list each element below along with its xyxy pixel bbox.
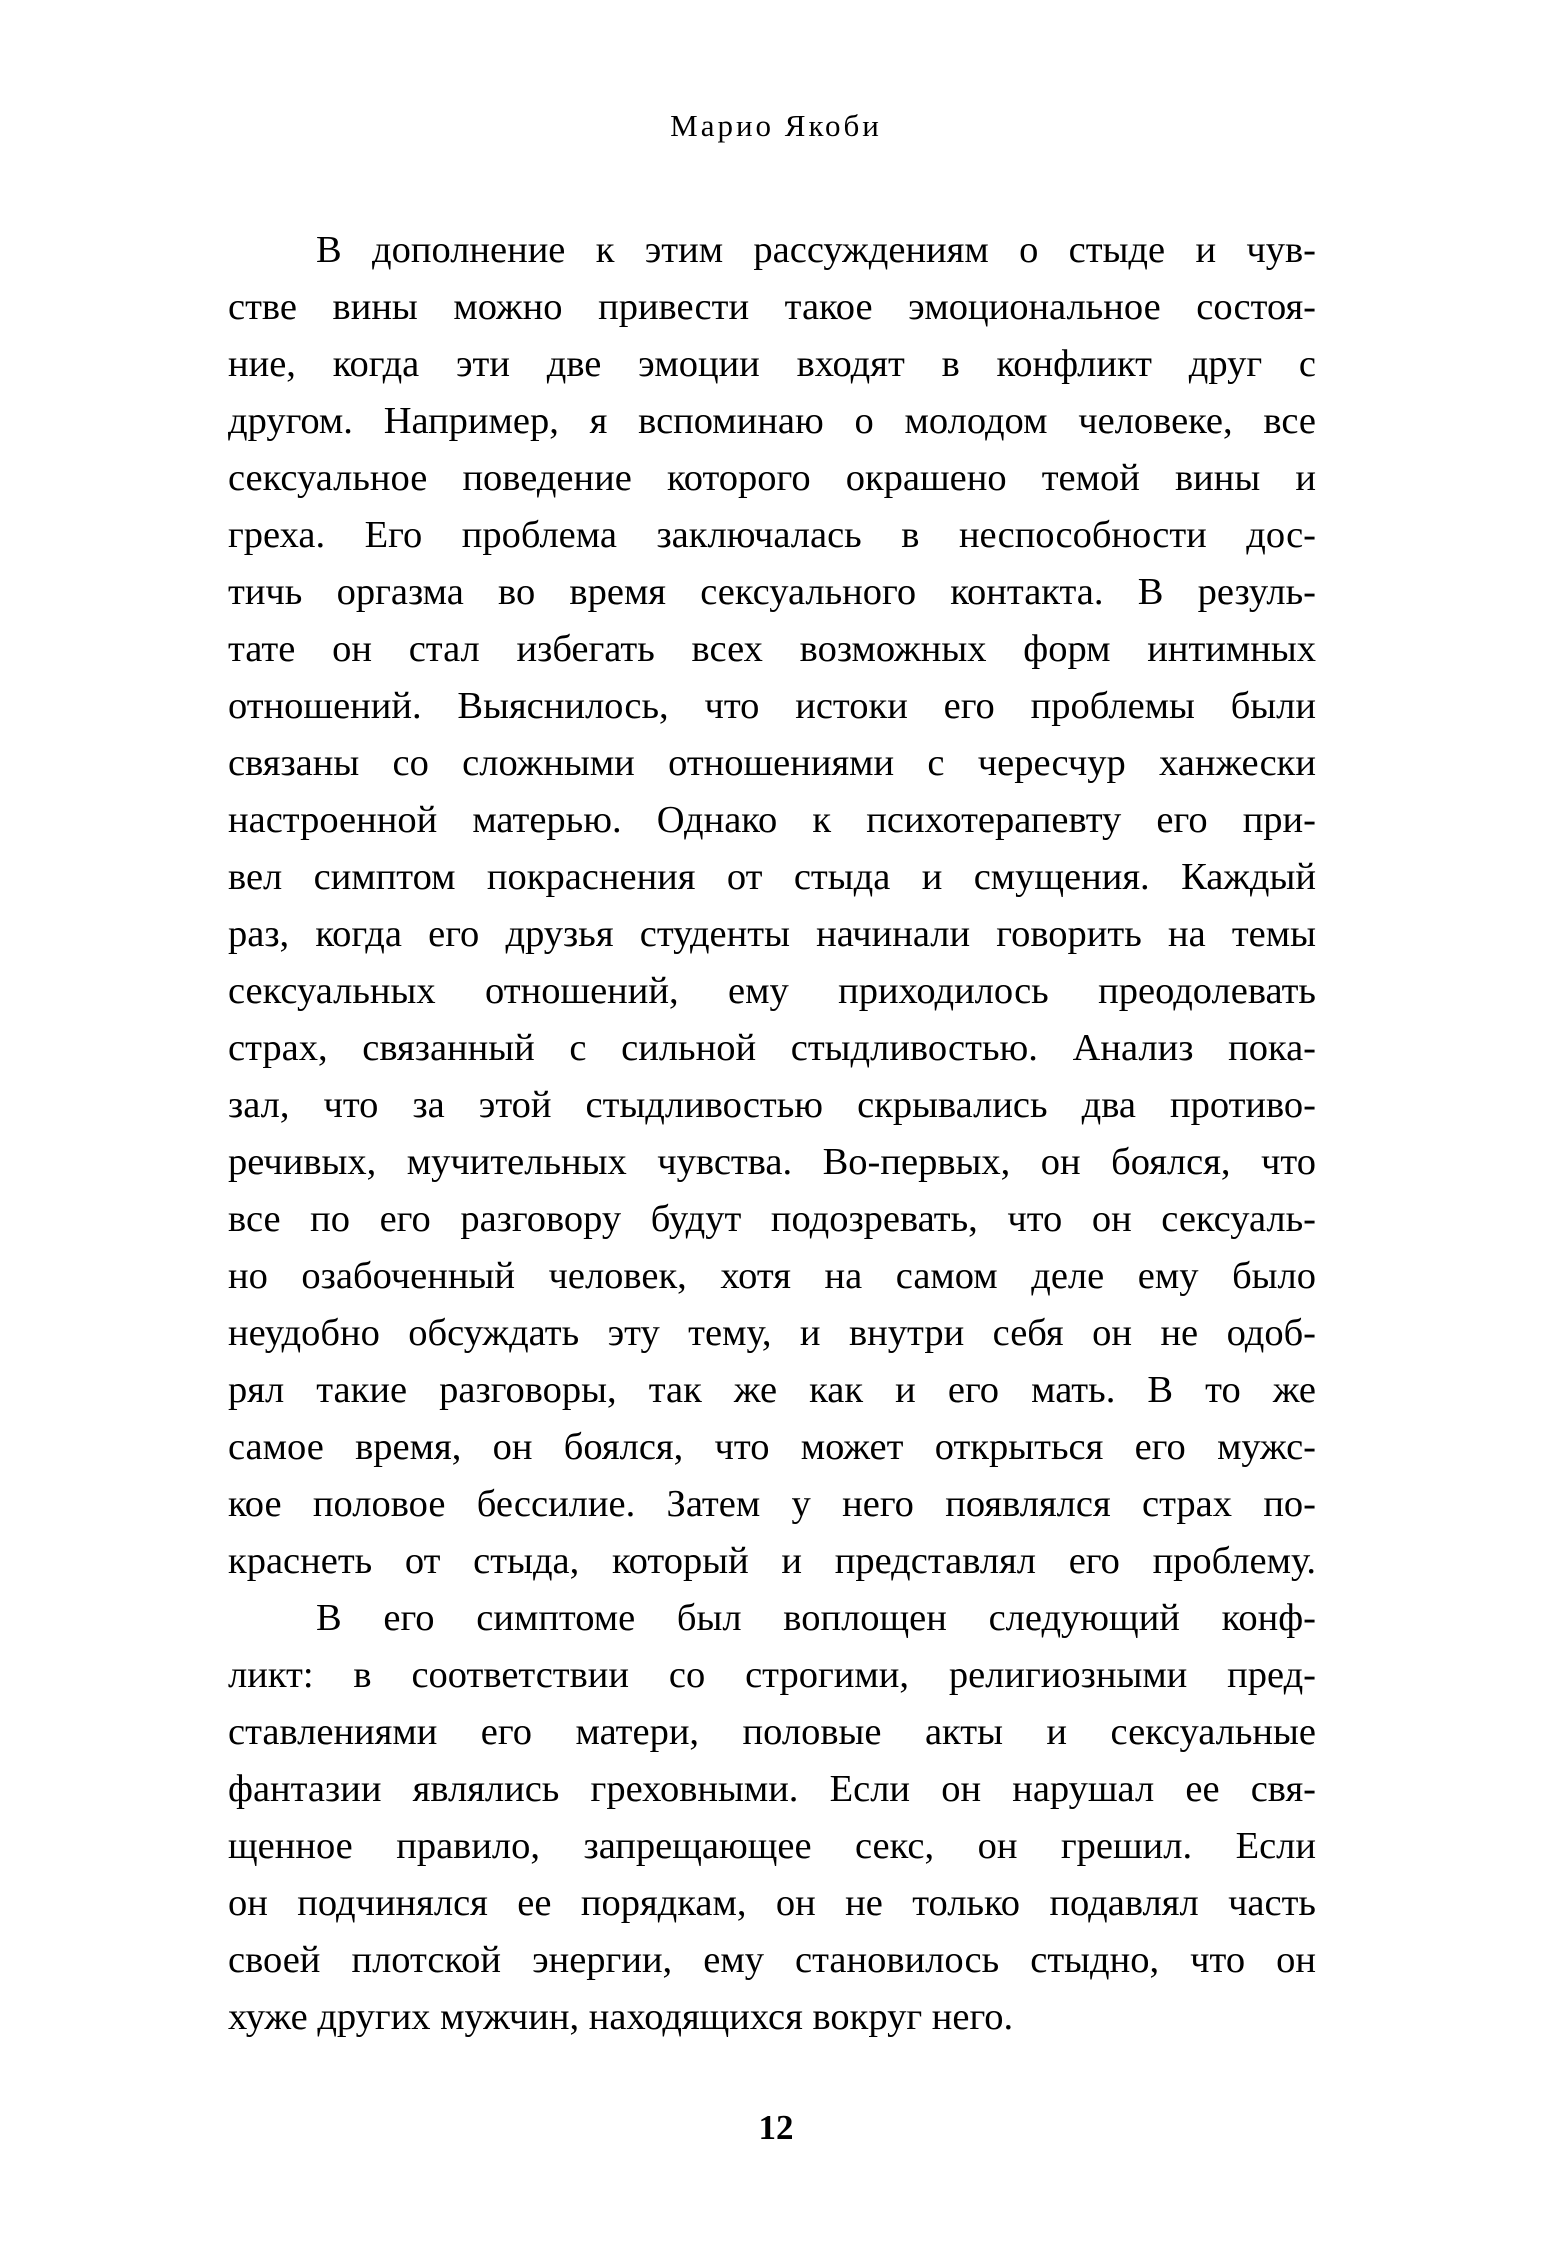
- text-line: В его симптоме был воплощен следующий конф-: [316, 1597, 1316, 1639]
- body-text: [228, 222, 1316, 2046]
- text-line: рял такие разговоры, так же как и его мать. В то же: [228, 1369, 1316, 1411]
- text-line: страх, связанный с сильной стыдливостью. Анализ пока-: [228, 1027, 1316, 1069]
- text-line: В дополнение к этим рассуждениям о стыде и чув-: [316, 229, 1316, 271]
- text-line: вел симптом покраснения от стыда и смущения. Каждый: [228, 856, 1316, 898]
- text-line: другом. Например, я вспоминаю о молодом человеке, все: [228, 400, 1316, 442]
- text-line: ставлениями его матери, половые акты и сексуальные: [228, 1711, 1316, 1753]
- text-line: стве вины можно привести такое эмоциональное состоя-: [228, 286, 1316, 328]
- running-header: Марио Якоби: [670, 108, 882, 143]
- paragraph-2: [228, 1590, 1316, 2046]
- text-line: все по его разговору будут подозревать, что он сексуаль-: [228, 1198, 1316, 1240]
- text-line: он подчинялся ее порядкам, он не только подавлял часть: [228, 1882, 1316, 1924]
- text-line: сексуальное поведение которого окрашено темой вины и: [228, 457, 1316, 499]
- text-line: сексуальных отношений, ему приходилось преодолевать: [228, 970, 1316, 1012]
- text-line: кое половое бессилие. Затем у него появлялся страх по-: [228, 1483, 1316, 1525]
- text-line: хуже других мужчин, находящихся вокруг него.: [228, 1996, 1014, 2038]
- text-line: краснеть от стыда, который и представлял его проблему.: [228, 1540, 1316, 1582]
- text-line: неудобно обсуждать эту тему, и внутри себя он не одоб-: [228, 1312, 1316, 1354]
- text-line: самое время, он боялся, что может открыться его мужс-: [228, 1426, 1316, 1468]
- text-line: греха. Его проблема заключалась в неспособности дос-: [228, 514, 1316, 556]
- text-line: отношений. Выяснилось, что истоки его проблемы были: [228, 685, 1316, 727]
- text-line: зал, что за этой стыдливостью скрывались два противо-: [228, 1084, 1316, 1126]
- text-line: своей плотской энергии, ему становилось стыдно, что он: [228, 1939, 1316, 1981]
- text-line: щенное правило, запрещающее секс, он грешил. Если: [228, 1825, 1316, 1867]
- text-line: но озабоченный человек, хотя на самом деле ему было: [228, 1255, 1316, 1297]
- page-number: 12: [758, 2108, 794, 2147]
- text-line: раз, когда его друзья студенты начинали говорить на темы: [228, 913, 1316, 955]
- text-line: ние, когда эти две эмоции входят в конфликт друг с: [228, 343, 1316, 385]
- text-line: тичь оргазма во время сексуального контакта. В резуль-: [228, 571, 1316, 613]
- text-line: тате он стал избегать всех возможных форм интимных: [228, 628, 1316, 670]
- text-line: речивых, мучительных чувства. Во-первых, он боялся, что: [228, 1141, 1316, 1183]
- text-line: связаны со сложными отношениями с чересчур ханжески: [228, 742, 1316, 784]
- paragraph-1: [228, 222, 1316, 1590]
- text-line: фантазии являлись греховными. Если он нарушал ее свя-: [228, 1768, 1316, 1810]
- text-line: настроенной матерью. Однако к психотерапевту его при-: [228, 799, 1316, 841]
- text-line: ликт: в соответствии со строгими, религиозными пред-: [228, 1654, 1316, 1696]
